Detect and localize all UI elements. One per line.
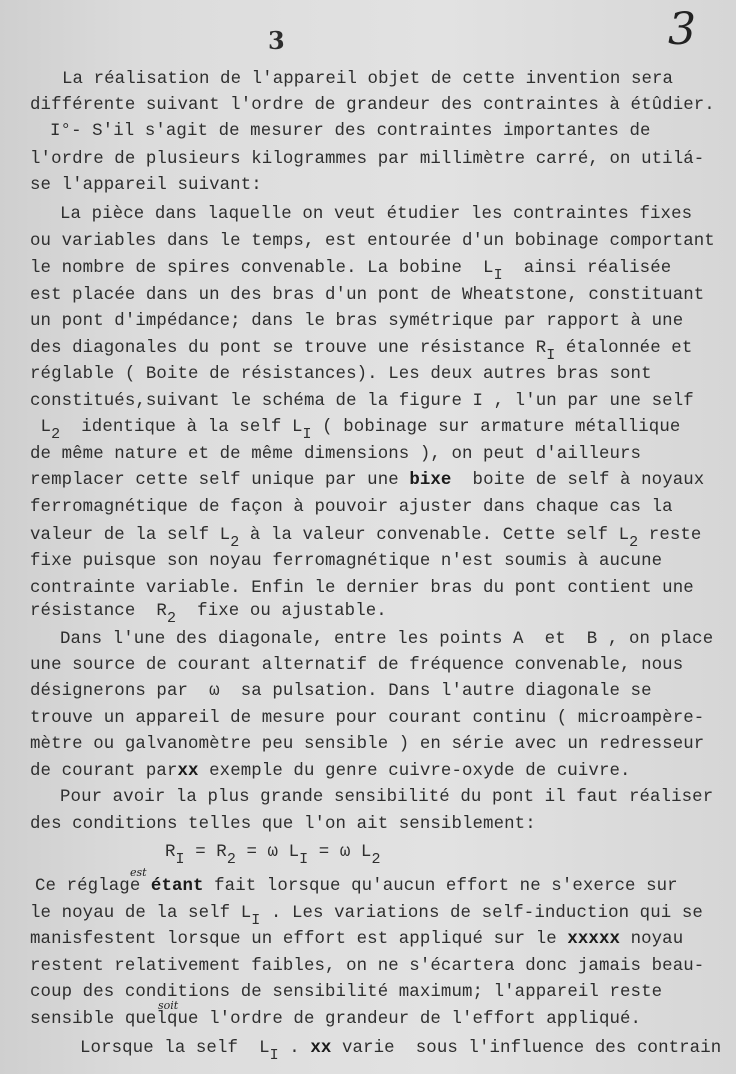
text-run: constitués,suivant le schéma de la figure I , l'un par une self xyxy=(30,392,694,411)
text-run: = ω L xyxy=(308,843,372,862)
subscript: I xyxy=(269,1047,279,1064)
text-line xyxy=(30,602,387,627)
text-run: varie sous l'influence des contrain xyxy=(331,1039,722,1058)
text-run: restent relativement faibles, on ne s'écartera donc jamais beau- xyxy=(30,957,705,976)
text-run: Lorsque la self L xyxy=(80,1039,270,1058)
text-line xyxy=(30,176,262,196)
text-line xyxy=(30,709,704,729)
text-run: différente suivant l'ordre de grandeur des contraintes à étûdier. xyxy=(30,96,715,115)
subscript: I xyxy=(302,426,312,443)
page-number: 3 xyxy=(268,26,285,55)
subscript: 2 xyxy=(226,851,236,868)
struck-out-text: étant xyxy=(150,877,204,896)
text-run: trouve un appareil de mesure pour courant continu ( microampère- xyxy=(30,709,705,728)
text-line xyxy=(30,762,631,782)
text-run: manisfestent lorsque un effort est appliqué sur le xyxy=(30,930,568,949)
text-run: = R xyxy=(184,843,227,862)
struck-out-text: xx xyxy=(310,1039,332,1058)
text-line xyxy=(62,70,673,90)
text-line xyxy=(30,445,641,465)
subscript: I xyxy=(251,912,261,929)
text-line xyxy=(165,843,381,868)
text-line xyxy=(30,471,704,491)
text-run: sensible quelque l'ordre de grandeur de l'effort appliqué. xyxy=(30,1010,642,1029)
text-run: Ce réglage xyxy=(35,877,151,896)
subscript: 2 xyxy=(230,534,240,551)
text-line xyxy=(30,815,536,835)
subscript: I xyxy=(299,851,309,868)
text-line xyxy=(30,259,672,284)
text-line xyxy=(30,735,704,755)
struck-out-text: xx xyxy=(177,762,199,781)
handwritten-page-number: 3 xyxy=(668,4,696,55)
subscript: 2 xyxy=(166,610,177,627)
text-run: ferromagnétique de façon à pouvoir ajuster dans chaque cas la xyxy=(30,498,673,517)
text-run: mètre ou galvanomètre peu sensible ) en série avec un redresseur xyxy=(30,735,705,754)
text-run: se l'appareil suivant: xyxy=(30,176,262,195)
text-line xyxy=(35,877,678,897)
text-line xyxy=(30,232,715,252)
text-run: fait lorsque qu'aucun effort ne s'exerce sur xyxy=(203,877,678,896)
text-run: ( bobinage sur armature métallique xyxy=(311,418,681,437)
text-run: Pour avoir la plus grande sensibilité du pont il faut réaliser xyxy=(60,788,714,807)
subscript: I xyxy=(175,851,185,868)
text-run: des conditions telles que l'on ait sensiblement: xyxy=(30,815,536,834)
text-run: réglable ( Boite de résistances). Les deux autres bras sont xyxy=(30,365,652,384)
text-run: ou variables dans le temps, est entourée d'un bobinage comportant xyxy=(30,232,715,251)
text-run: l'ordre de plusieurs kilogrammes par millimètre carré, on utilá- xyxy=(30,150,705,169)
text-line xyxy=(30,286,704,306)
text-line xyxy=(30,96,715,116)
text-run: de courant par xyxy=(30,762,178,781)
text-line xyxy=(30,579,694,599)
text-line xyxy=(30,418,681,443)
text-line xyxy=(30,1010,641,1030)
text-run: . xyxy=(278,1039,311,1058)
text-run: fixe puisque son noyau ferromagnétique n'est soumis à aucune xyxy=(30,552,663,571)
subscript: 2 xyxy=(371,851,381,868)
text-run: à la valeur convenable. Cette self L xyxy=(239,526,630,545)
text-run: contrainte variable. Enfin le dernier bras du pont contient une xyxy=(30,579,694,598)
text-line xyxy=(30,552,662,572)
text-line xyxy=(30,904,703,929)
text-line xyxy=(30,312,683,332)
text-run: des diagonales du pont se trouve une résistance R xyxy=(30,339,547,358)
text-run: . Les variations de self-induction qui se xyxy=(260,904,703,923)
text-run: résistance R xyxy=(30,602,167,621)
text-run: étalonnée et xyxy=(555,339,693,358)
subscript: I xyxy=(546,347,556,364)
text-line xyxy=(30,983,662,1003)
text-line xyxy=(30,656,683,676)
text-line xyxy=(50,122,651,142)
text-line xyxy=(30,339,693,364)
text-run: L xyxy=(30,418,52,437)
text-run: remplacer cette self unique par une xyxy=(30,471,410,490)
text-line xyxy=(30,957,704,977)
text-run: Dans l'une des diagonale, entre les points A et B , on place xyxy=(60,630,714,649)
text-line xyxy=(30,526,702,551)
text-run: noyau xyxy=(620,930,684,949)
text-run: une source de courant alternatif de fréquence convenable, nous xyxy=(30,656,684,675)
struck-out-text: bixe xyxy=(409,471,452,490)
subscript: 2 xyxy=(51,426,61,443)
struck-out-text: xxxxx xyxy=(567,930,621,949)
text-line xyxy=(30,365,652,385)
handwritten-correction: est xyxy=(130,866,147,879)
text-run: fixe ou ajustable. xyxy=(176,602,387,621)
text-run: reste xyxy=(638,526,702,545)
text-line xyxy=(60,205,692,225)
text-line xyxy=(80,1039,722,1064)
text-run: R xyxy=(165,843,176,862)
text-line xyxy=(30,498,673,518)
subscript: 2 xyxy=(629,534,639,551)
text-line xyxy=(30,930,683,950)
text-run: = ω L xyxy=(235,843,300,862)
text-line xyxy=(30,682,652,702)
text-run: valeur de la self L xyxy=(30,526,231,545)
text-run: boite de self à noyaux xyxy=(451,471,705,490)
text-run: coup des conditions de sensibilité maximum; l'appareil reste xyxy=(30,983,663,1002)
text-run: un pont d'impédance; dans le bras symétrique par rapport à une xyxy=(30,312,684,331)
text-run: I°- S'il s'agit de mesurer des contraintes importantes de xyxy=(50,122,651,141)
text-run: exemple du genre cuivre-oxyde de cuivre. xyxy=(198,762,631,781)
text-run: La réalisation de l'appareil objet de cette invention sera xyxy=(62,70,674,89)
text-line xyxy=(60,788,713,808)
text-run: le nombre de spires convenable. La bobine L xyxy=(30,259,494,278)
text-run: identique à la self L xyxy=(60,418,303,437)
subscript: I xyxy=(493,267,503,284)
handwritten-correction: soit xyxy=(158,999,179,1012)
text-line xyxy=(30,150,704,170)
text-run: désignerons par ω sa pulsation. Dans l'autre diagonale se xyxy=(30,682,652,701)
text-run: le noyau de la self L xyxy=(30,904,252,923)
text-run: ainsi réalisée xyxy=(502,259,672,278)
text-run: La pièce dans laquelle on veut étudier les contraintes fixes xyxy=(60,205,693,224)
text-run: de même nature et de même dimensions ), on peut d'ailleurs xyxy=(30,445,642,464)
text-run: est placée dans un des bras d'un pont de Wheatstone, constituant xyxy=(30,286,705,305)
text-line xyxy=(60,630,713,650)
text-line xyxy=(30,392,694,412)
